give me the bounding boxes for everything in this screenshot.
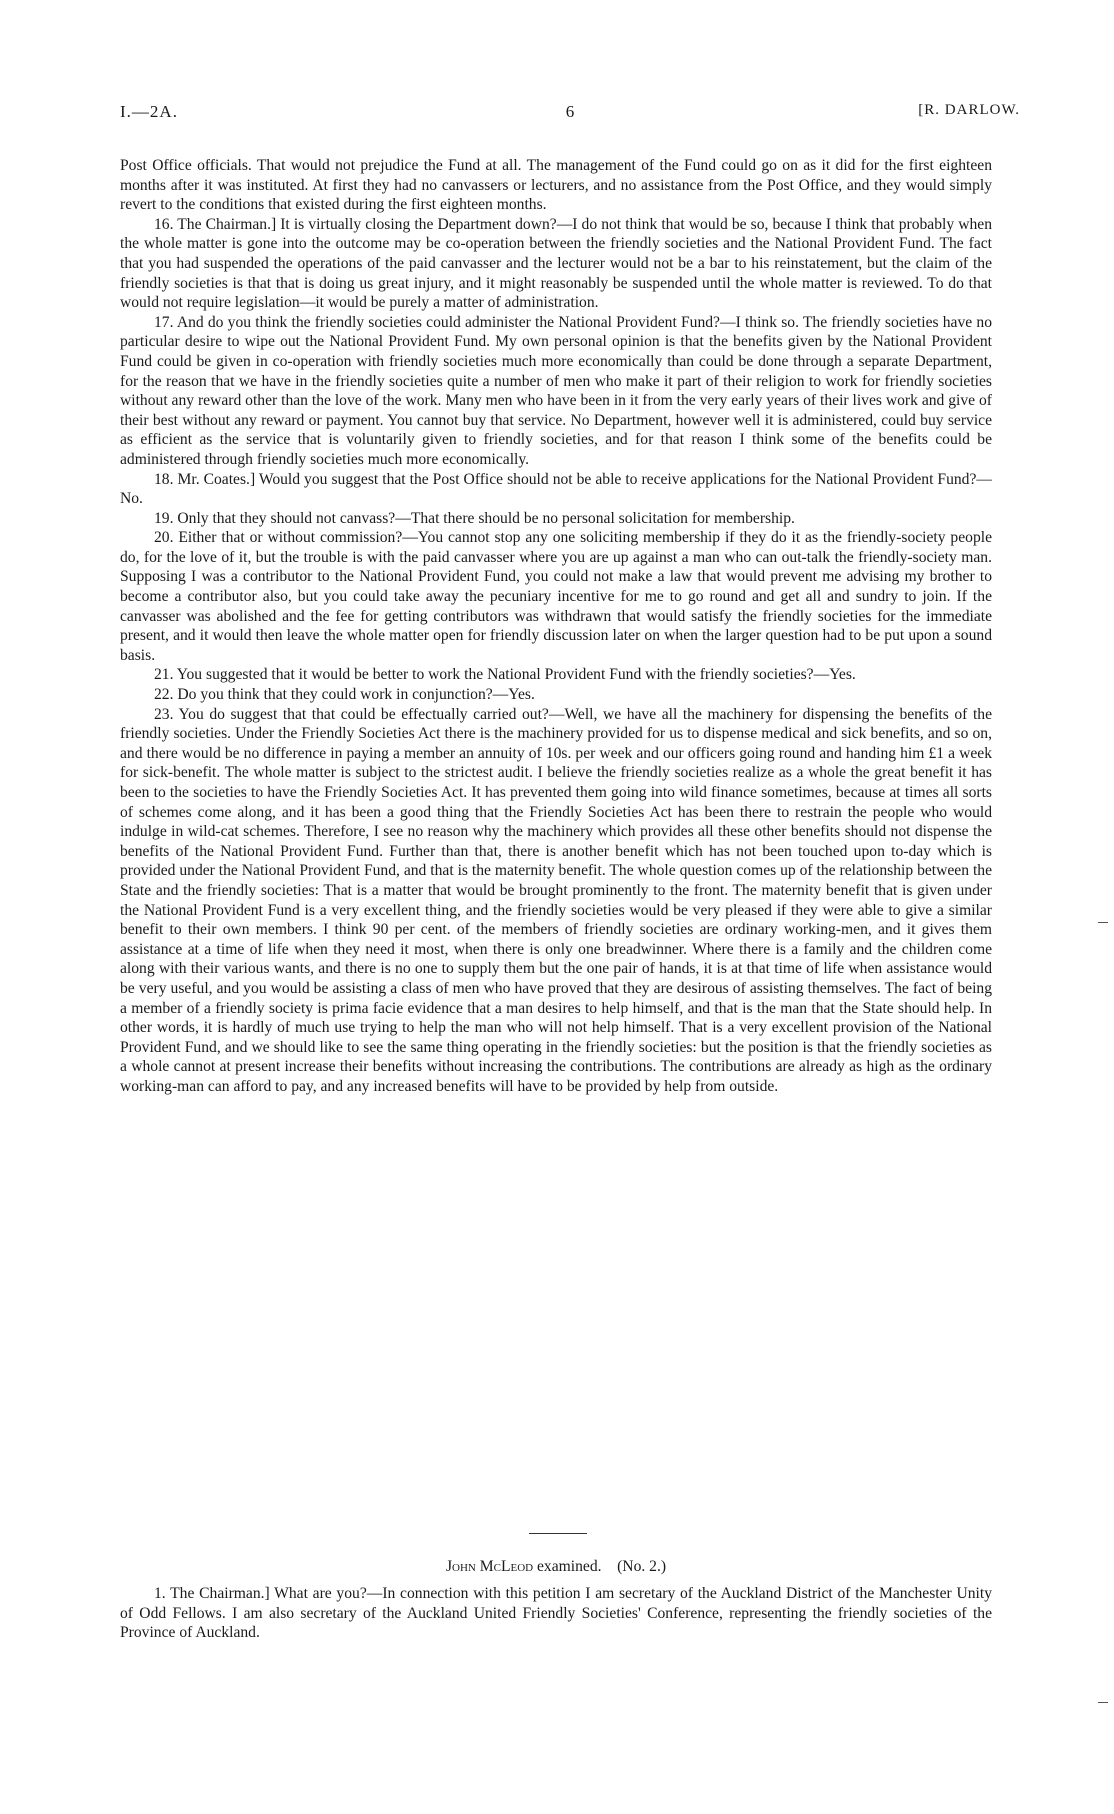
- paragraph: 16. The Chairman.] It is virtually closing the Department down?—I do not think that would be so, because I think that probably when the whole matter is gone into the outcome may be co-operation between the friendly societies and the National Provident Fund. The fact that you had suspended the operations of the paid canvasser and the lecturer would not be a bar to his reinstatement, but the claim of the friendly societies is that that is doing us great injury, and it might reasonably be suspended until the whole matter is reviewed. To do that would not require legislation—it would be purely a matter of administration.: [120, 215, 992, 312]
- page-header: [120, 102, 1020, 126]
- paragraph: 1. The Chairman.] What are you?—In connection with this petition I am secretary of the Auckland District of the Manchester Unity of Odd Fellows. I am also secretary of the Auckland United Friendly Societies' Conference, representing the friendly societies of the Province of Auckland.: [120, 1585, 992, 1642]
- paragraph: 21. You suggested that it would be better to work the National Provident Fund with the friendly societies?—Yes.: [154, 666, 856, 684]
- margin-mark: [1098, 922, 1108, 923]
- paragraph: 18. Mr. Coates.] Would you suggest that the Post Office should not be able to receive applications for the National Provident Fund?—No.: [120, 470, 992, 508]
- paragraph: 19. Only that they should not canvass?—That there should be no personal solicitation for membership.: [154, 509, 795, 527]
- witness-heading-name: John McLeod: [445, 1558, 534, 1575]
- witness-name-header: [R. DARLOW.: [918, 102, 1020, 118]
- report-reference: I.—2A.: [120, 102, 178, 121]
- section-divider: [529, 1533, 587, 1534]
- witness-heading: [120, 1558, 992, 1576]
- paragraph: 22. Do you think that they could work in conjunction?—Yes.: [154, 686, 535, 704]
- paragraph: Post Office officials. That would not prejudice the Fund at all. The management of the Fund could go on as it did for the first eighteen months after it was instituted. At first they had no canvassers or lecturers, and no assistance from the Post Office, and they would simply revert to the conditions that existed during the first eighteen months.: [120, 157, 992, 214]
- witness-heading-rest: examined.: [537, 1558, 602, 1575]
- page-number: 6: [565, 102, 575, 121]
- evidence-body: [120, 156, 992, 1097]
- paragraph: 20. Either that or without commission?—You cannot stop any one soliciting membership if they do it as the friendly-society people do, for the love of it, but the trouble is with the paid canvasser where you are up against a man who can out-talk the friendly-society man. Supposing I was a contributor to the National Provident Fund, you could not make a law that would prevent me advising my brother to become a contributor also, but you could take away the pecuniary incentive for me to go round and get all and sundry to join. If the canvasser was abolished and the fee for getting contributors was withdrawn that would satisfy the friendly societies for the immediate present, and it would then leave the whole matter open for friendly discussion later on when the larger question had to be put upon a sound basis.: [120, 529, 992, 664]
- evidence-body-2: [120, 1584, 992, 1643]
- paragraph: 17. And do you think the friendly societies could administer the National Provident Fund?—I think so. The friendly societies have no particular desire to wipe out the National Provident Fund. My own personal opinion is that the benefits given by the National Provident Fund could be given in co-operation with friendly societies much more economically than could be done through a separate Department, for the reason that we have in the friendly societies quite a number of men who make it part of their religion to work for friendly societies without any reward other than the love of the work. Many men who have been in it from the very early years of their lives work and give of their best without any reward or payment. You cannot buy that service. No Department, however well it is administered, could buy service as efficient as the service that is voluntarily given to friendly societies, and for that reason I think some of the benefits could be administered through friendly societies much more economically.: [120, 313, 992, 468]
- paragraph: 23. You do suggest that that could be effectually carried out?—Well, we have all the machinery for dispensing the benefits of the friendly societies. Under the Friendly Societies Act there is the machinery provided for us to dispense medical and sick benefits, and so on, and there would be no difference in paying a member an annuity of 10s. per week and our officers going round and handing him £1 a week for sick-benefit. The whole matter is subject to the strictest audit. I believe the friendly societies realize as a whole the great benefit it has been to the societies to have the Friendly Societies Act. It has prevented them going into wild finance sometimes, because at times all sorts of schemes come along, and it has been a good thing that the Friendly Societies Act has been there to restrain the people who would indulge in wild-cat schemes. Therefore, I see no reason why the machinery which provides all these other benefits should not dispense the benefits of the National Provident Fund. Further than that, there is another benefit which has not been touched upon to-day which is provided under the National Provident Fund, and that is the maternity benefit. The whole question comes up of the relationship between the State and the friendly societies: That is a matter that would be brought prominently to the front. The maternity benefit that is given under the National Provident Fund is a very excellent thing, and the friendly societies would be very pleased if they were able to give a similar benefit to their own members. I think 90 per cent. of the members of friendly societies are ordinary working-men, and it gives them assistance at a time of life when they need it most, when there is only one breadwinner. Where there is a family and the children come along with their various wants, and there is no one to supply them but the one pair of hands, it is at that time of life when assistance would be very useful, and you would be assisting a class of men who have proved that they are desirous of assisting themselves. The fact of being a member of a friendly society is prima facie evidence that a man desires to help himself, and that is the man that the State should help. In other words, it is hardly of much use trying to help the man who will not help himself. That is a very excellent provision of the National Provident Fund, and we should like to see the same thing operating in the friendly societies: but the position is that the friendly societies as a whole cannot at present increase their benefits without increasing the contributions. The contributions are already as high as the ordinary working-man can afford to pay, and any increased benefits will have to be provided by help from outside.: [120, 705, 992, 1095]
- margin-mark: [1098, 1702, 1108, 1703]
- witness-heading-number: (No. 2.): [617, 1558, 667, 1575]
